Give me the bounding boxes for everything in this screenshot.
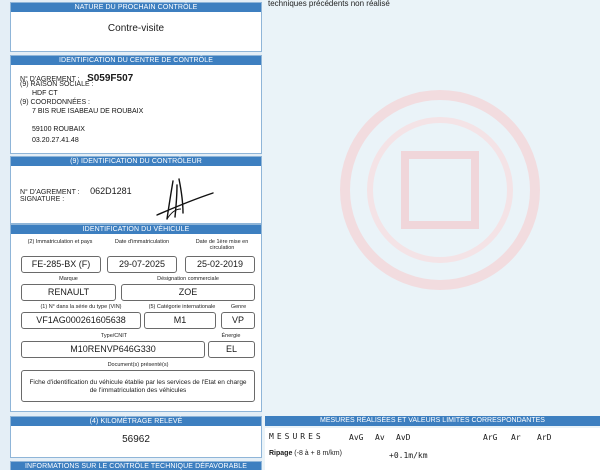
designation-label: Désignation commerciale xyxy=(157,276,219,282)
signature-image xyxy=(151,175,221,223)
energie-label: Énergie xyxy=(221,333,241,339)
vin-field: VF1AG000261605638 xyxy=(21,312,141,329)
designation-field: ZOE xyxy=(121,284,255,301)
measures-title: MESURES xyxy=(269,432,324,441)
ripage-label: Ripage xyxy=(269,450,293,457)
mileage-header: (4) KILOMÉTRAGE RELEVÉ xyxy=(11,417,261,426)
marque-label: Marque xyxy=(59,276,78,282)
address-line-1: 7 BIS RUE ISABEAU DE ROUBAIX xyxy=(32,108,144,115)
controller-section xyxy=(10,156,262,224)
date-immat-label: Date d'immatriculation xyxy=(114,239,170,245)
marque-field: RENAULT xyxy=(21,284,116,301)
date-immat-field: 29-07-2025 xyxy=(107,256,177,273)
col-av: Av xyxy=(375,433,385,442)
raison-sociale-label: (9) RAISON SOCIALE : xyxy=(20,81,94,88)
col-ar: Ar xyxy=(511,433,521,442)
measures-table xyxy=(265,428,600,470)
infos-section xyxy=(10,461,262,470)
control-center-header: IDENTIFICATION DU CENTRE DE CONTRÔLE xyxy=(11,56,261,65)
categorie-label: (5) Catégorie internationale xyxy=(148,304,216,310)
controller-agrement-label: N° D'AGREMENT : xyxy=(20,189,80,196)
top-right-text: techniques précédents non réalisé xyxy=(268,0,390,8)
immat-field: FE-285-BX (F) xyxy=(21,256,101,273)
col-ard: ArD xyxy=(537,433,552,442)
signature-label: SIGNATURE : xyxy=(20,196,65,203)
controller-agrement-value: 062D1281 xyxy=(90,186,132,196)
docs-label: Document(s) présenté(s) xyxy=(107,362,169,368)
genre-field: VP xyxy=(221,312,255,329)
ripage-row xyxy=(269,450,342,457)
raison-sociale-value: HDF CT xyxy=(32,90,58,97)
col-arg: ArG xyxy=(483,433,498,442)
ripage-range: (-8 à + 8 m/km) xyxy=(294,450,342,457)
docs-field xyxy=(21,370,255,402)
immat-label: (2) Immatriculation et pays xyxy=(27,239,93,245)
type-label: Type/CNIT xyxy=(100,333,128,339)
docs-line-1: Fiche d'identification du véhicule établie par les services de l'Etat en charge xyxy=(29,379,247,386)
next-control-header: NATURE DU PROCHAIN CONTRÔLE xyxy=(11,3,261,12)
next-control-value: Contre-visite xyxy=(107,23,165,34)
docs-line-2: de l'immatriculation des véhicules xyxy=(89,387,187,394)
phone-number: 03.20.27.41.48 xyxy=(32,137,79,144)
ripage-value: +0.1m/km xyxy=(389,451,428,460)
date-first-label: Date de 1ère mise en circulation xyxy=(195,239,249,251)
address-line-2: 59100 ROUBAIX xyxy=(32,126,85,133)
vehicle-header: IDENTIFICATION DU VÉHICULE xyxy=(11,225,261,234)
control-center-section xyxy=(10,55,262,154)
center-agrement-label: N° D'AGREMENT : xyxy=(20,76,80,83)
categorie-field: M1 xyxy=(144,312,216,329)
infos-header: INFORMATIONS SUR LE CONTRÔLE TECHNIQUE DÉFAVORABLE xyxy=(11,462,261,470)
col-avg: AvG xyxy=(349,433,364,442)
mileage-value: 56962 xyxy=(122,434,150,445)
watermark-logo xyxy=(335,85,545,295)
center-agrement-value: S059F507 xyxy=(87,73,134,84)
mileage-section xyxy=(10,416,262,458)
date-first-field: 25-02-2019 xyxy=(185,256,255,273)
coordonnees-label: (9) COORDONNÉES : xyxy=(20,99,91,106)
measures-header: MESURES RÉALISÉES ET VALEURS LIMITES CORRESPONDANTES xyxy=(265,416,600,426)
genre-label: Genre xyxy=(230,304,247,310)
energie-field: EL xyxy=(208,341,255,358)
col-avd: AvD xyxy=(396,433,411,442)
controller-header: (9) IDENTIFICATION DU CONTRÔLEUR xyxy=(11,157,261,166)
vehicle-section xyxy=(10,224,262,412)
vin-label: (1) N° dans la série du type (VIN) xyxy=(40,304,122,310)
next-control-section xyxy=(10,2,262,52)
type-field: M10RENVP646G330 xyxy=(21,341,205,358)
